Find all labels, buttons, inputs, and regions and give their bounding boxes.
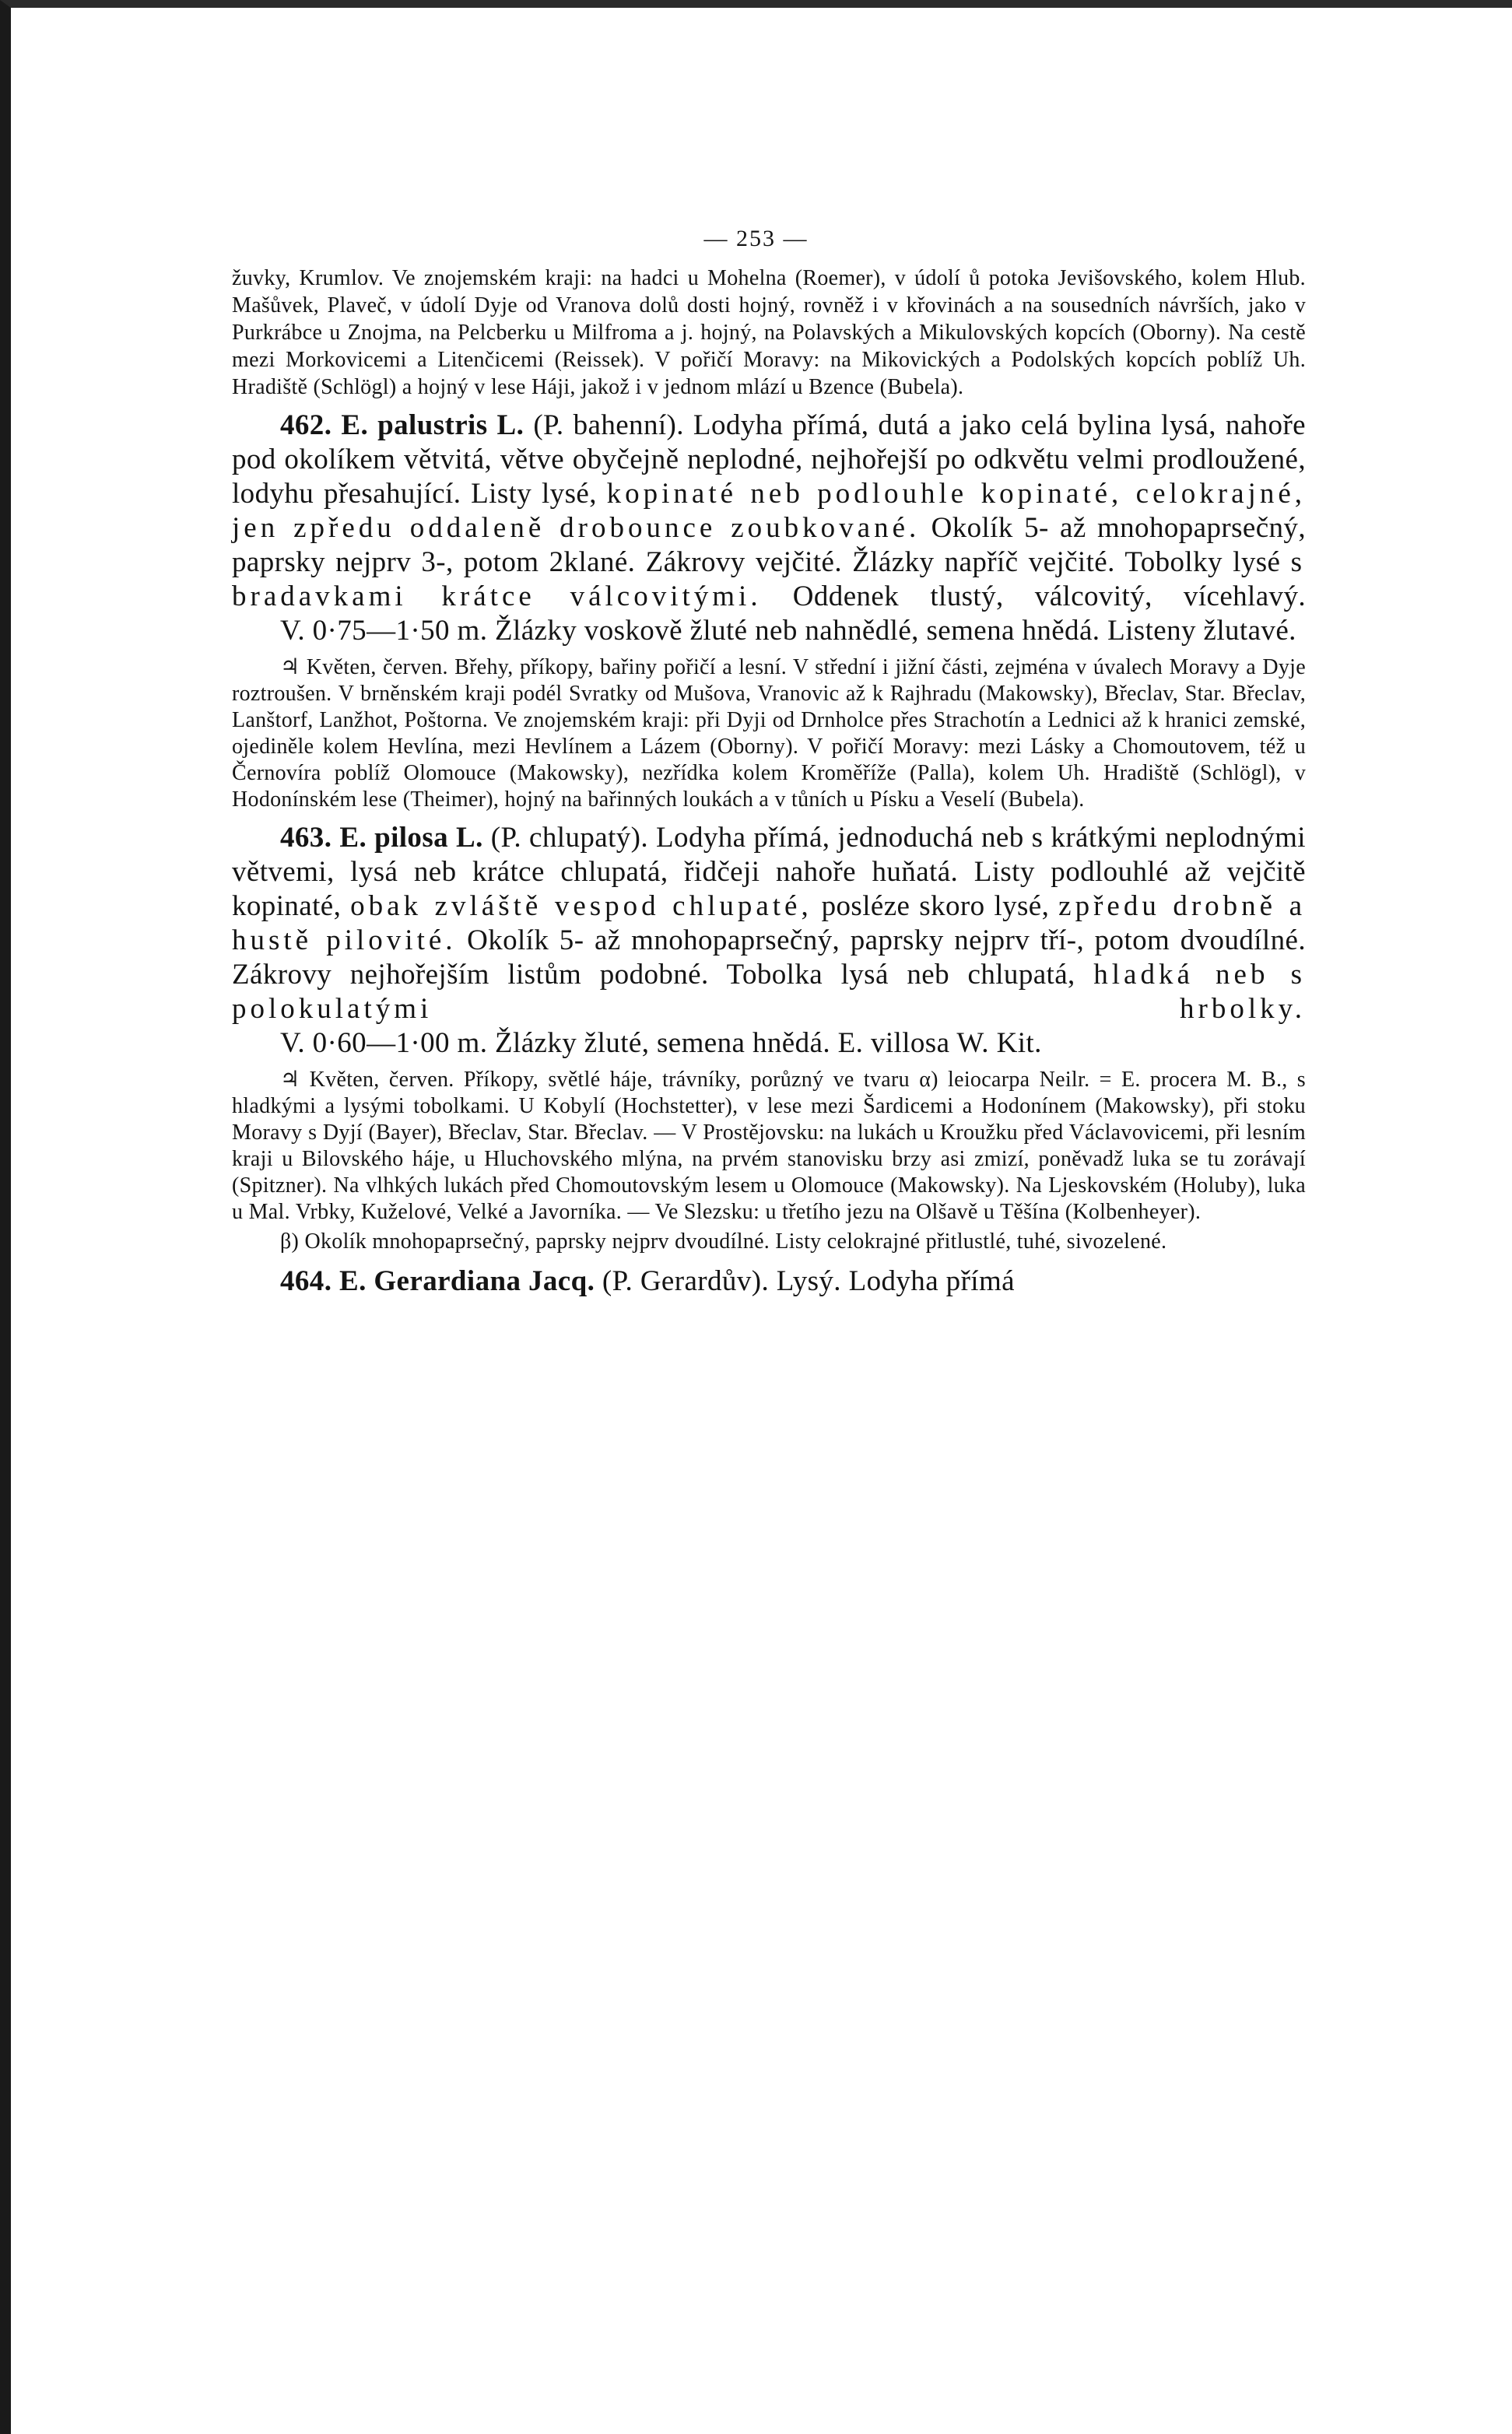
species-462-text-a: (P. bahenní). Lodyha přímá, dutá a jako celá bylina lysá, nahoře pod okolíkem větvitá, větve obyčejně neplodné, nejhořejší po odkvětu velmi prodloužené, lodyhu přesahující. Listy lysé, bbox=[232, 409, 1306, 510]
species-463-text-spaced-1: obak zvláště vespod chlupaté, bbox=[350, 890, 812, 922]
species-462-text-c: Oddenek tlustý, válcovitý, vícehlavý. bbox=[761, 580, 1307, 612]
main-text bbox=[232, 265, 1306, 1299]
species-462-size: V. 0·75—1·50 m. Žlázky voskově žluté neb nahnědlé, semena hnědá. Listeny žlutavé. bbox=[280, 615, 1296, 647]
paragraph-locality-continued: žuvky, Krumlov. Ve znojemském kraji: na hadci u Mohelna (Roemer), v údolí ů potoka Jevišovského, kolem Hlub. Mašůvek, Plaveč, v údolí Dyje od Vranova dolů dosti hojný, rovněž i v křovinách a na sousedních návrších, jako v Purkrábce u Znojma, na Pelcberku u Milfroma a j. hojný, na Polavských a Mikulovských kopcích (Oborny). Na cestě mezi Morkovicemi a Litenčicemi (Reissek). V pořičí Moravy: na Mikovických a Podolských kopcích poblíž Uh. Hradiště (Schlögl) a hojný v lese Háji, jakož i v jednom mlází u Bzence (Bubela). bbox=[232, 266, 1306, 399]
species-462-localities: ♃ Květen, červen. Břehy, příkopy, bařiny pořičí a lesní. V střední i jižní části, zejména v úvalech Moravy a Dyje roztroušen. V brněnském kraji podél Svratky od Mušova, Vranovic až k Rajhradu (Makowsky), Břeclav, Star. Břeclav, Lanštorf, Lanžhot, Poštorna. Ve znojemském kraji: při Dyji od Drnholce přes Strachotín a Lednici až k hranici zemské, ojediněle kolem Hevlína, mezi Hevlínem a Lázem (Oborny). V pořičí Moravy: mezi Lásky a Chomoutovem, též u Černovíra poblíž Olomouce (Makowsky), nezřídka kolem Kroměříže (Palla), kolem Uh. Hradiště (Schlögl), v Hodonínském lese (Theimer), hojný na bařinných loukách a v tůních u Písku a Veselí (Bubela). bbox=[232, 655, 1306, 812]
species-463-text-a: (P. chlupatý). Lodyha přímá, jednoduchá neb s krátkými neplodnými větvemi, lysá neb krátce chlupatá, řidčeji nahoře huňatá. Listy podlouhlé až vejčitě kopinaté, bbox=[232, 822, 1306, 922]
species-464 bbox=[232, 1264, 1306, 1299]
species-463-text-spaced-2: zpředu drobně a hustě pilovité. bbox=[232, 890, 1307, 956]
species-463-text-spaced-3: hladká neb s polokulatými hrbolky. bbox=[232, 959, 1306, 1025]
species-463-text-c: Okolík 5- až mnohopaprsečný, paprsky nejprv tří-, potom dvoudílné. Zákrovy nejhořejším listům podobné. Tobolka lysá neb chlupatá, bbox=[232, 924, 1306, 991]
page-number: — 253 — bbox=[703, 226, 809, 251]
species-462-text-spaced-2: s bradavkami krátce válcovitými. bbox=[232, 546, 1306, 612]
species-464-text-a: (P. Gerardův). Lysý. Lodyha přímá bbox=[595, 1265, 1015, 1297]
species-464-heading: 464. E. Gerardiana Jacq. bbox=[280, 1265, 595, 1297]
species-462-text-b: Okolík 5- až mnohopaprsečný, paprsky nejprv 3-, potom 2klané. Zákrovy vejčité. Žlázky napříč vejčité. Tobolky lysé bbox=[232, 512, 1306, 578]
species-462 bbox=[232, 409, 1306, 614]
species-463 bbox=[232, 821, 1306, 1026]
species-462-heading: 462. E. palustris L. bbox=[280, 409, 524, 441]
species-463-text-b: posléze skoro lysé, bbox=[812, 890, 1059, 922]
species-462-text-spaced-1: kopinaté neb podlouhle kopinaté, celokrajné, jen zpředu oddaleně drobounce zoubkované. bbox=[232, 478, 1306, 544]
species-463-heading: 463. E. pilosa L. bbox=[280, 822, 483, 854]
species-463-localities: ♃ Květen, červen. Příkopy, světlé háje, trávníky, porůzný ve tvaru α) leiocarpa Neilr. = E. procera M. B., s hladkými a lysými tobolkami. U Kobylí (Hochstetter), v lese mezi Šardicemi a Hodonínem (Makowsky), při stoku Moravy s Dyjí (Bayer), Břeclav, Star. Břeclav. — V Prostějovsku: na lukách u Kroužku před Václavovicemi, při lesním kraji u Bilovského háje, u Hluchovského mlýna, na prvém stanovisku brzy asi zmizí, poněvadž luka se tu zorávají (Spitzner). Na vlhkých lukách před Chomoutovským lesem u Olomouce (Makowsky). Na Ljeskovském (Holuby), luka u Mal. Vrbky, Kuželové, Velké a Javorníka. — Ve Slezsku: u třetího jezu na Olšavě u Těšína (Kolbenheyer). bbox=[232, 1068, 1306, 1224]
species-463-variety-beta: β) Okolík mnohopaprsečný, paprsky nejprv dvoudílné. Listy celokrajné přitlustlé, tuhé, sivozelené. bbox=[280, 1229, 1167, 1254]
species-463-size: V. 0·60—1·00 m. Žlázky žluté, semena hnědá. E. villosa W. Kit. bbox=[280, 1027, 1042, 1059]
